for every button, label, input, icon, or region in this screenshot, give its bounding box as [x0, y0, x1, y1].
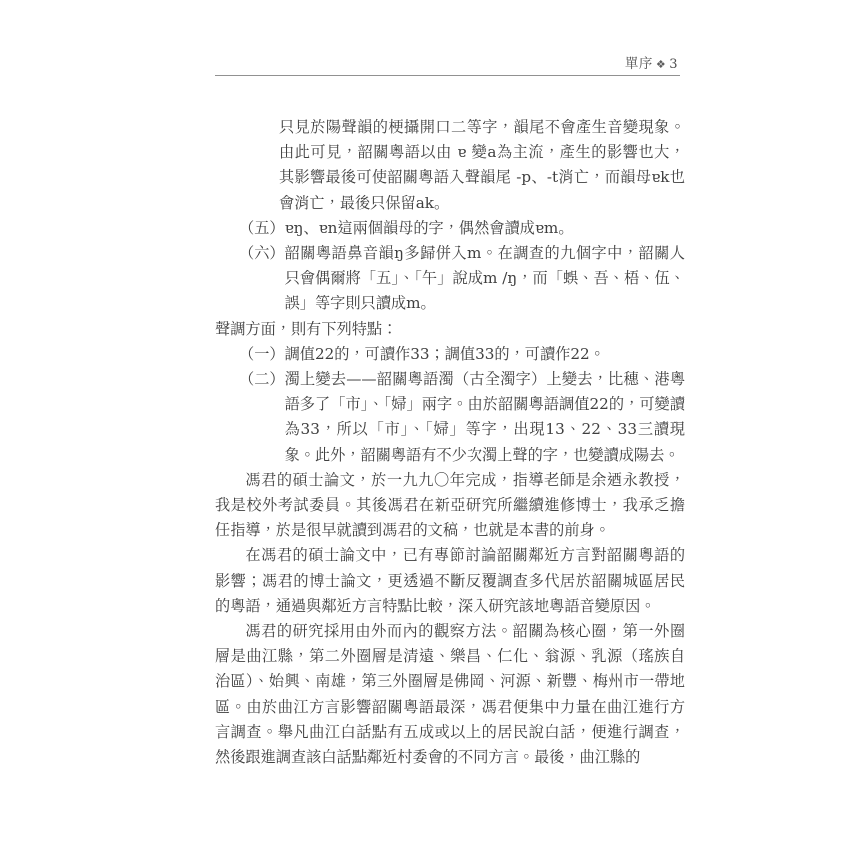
paragraph-3: 在馮君的碩士論文中，已有專節討論韶關鄰近方言對韶關粵語的影響；馮君的博士論文，更透過不斷反覆調查多代居於韶關城區居民的粵語，通過與鄰近方言特點比較，深入研究該地粵語音變原因。 [215, 546, 685, 615]
paragraph-4: 馮君的研究採用由外而內的觀察方法。韶關為核心圈，第一外圈層是曲江縣，第二外圈層是清遠、樂昌、仁化、翁源、乳源（瑤族自治區）、始興、南雄，第三外圈層是佛岡、河源、新豐、梅州市一帶地區。由於曲江方言影響韶關粵語最深，馮君便集中力量在曲江進行方言調查。舉凡曲江白話點有五成或以上的居民說白話，便進行調查，然後跟進調查該白話點鄰近村委會的不同方言。最後，曲江縣的 [215, 622, 685, 767]
paragraph-1: 只見於陽聲韻的梗攝開口二等字，韻尾不會產生音變現象。由此可見，韶關粵語以由 ɐ 變a為主流，產生的影響也大，其影響最後可使韶關粵語入聲韻尾 -p、-t消亡，而韻母ɐk也會消亡，最後只保留ak。 [279, 118, 685, 212]
diamond-ornament-icon: ❖ [655, 58, 667, 71]
body-text [215, 115, 685, 770]
header-divider [215, 75, 680, 76]
list-item [239, 216, 685, 241]
list-item [239, 367, 685, 468]
list-item-text: 濁上變去——韶關粵語濁（古全濁字）上變去，比穗、港粵語多了「市」、「婦」兩字。由於韶關粵語調值22的，可變讀為33，所以「市」、「婦」等字，出現13、22、33三讀現象。此外，韶關粵語有不少次濁上聲的字，也變讀成陽去。 [284, 370, 685, 464]
list-item-text: 調值22的，可讀作33；調值33的，可讀作22。 [284, 344, 605, 363]
page-header [215, 52, 680, 76]
page-number: 3 [669, 57, 678, 72]
list-item [239, 342, 685, 367]
list-item-text: ɐŋ、ɐn這兩個韻母的字，偶然會讀成ɐm。 [284, 218, 574, 237]
list-item-text: 韶關粵語鼻音韻ŋ多歸併入m。在調查的九個字中，韶關人只會偶爾將「五」、「午」說成m /ŋ，而「蜈、吾、梧、伍、誤」等字則只讀成m。 [284, 244, 685, 313]
running-head [215, 52, 680, 75]
list-marker: （六） [239, 244, 285, 263]
list-marker: （二） [239, 370, 285, 389]
list-marker: （一） [239, 344, 285, 363]
section-lead-line: 聲調方面，則有下列特點： [215, 319, 398, 338]
paragraph-2: 馮君的碩士論文，於一九九〇年完成，指導老師是余迺永教授，我是校外考試委員。其後馮君在新亞研究所繼續進修博士，我承乏擔任指導，於是很早就讀到馮君的文稿，也就是本書的前身。 [215, 470, 685, 540]
list-marker: （五） [239, 218, 285, 237]
running-head-title: 單序 [624, 56, 653, 72]
list-item [239, 241, 685, 317]
